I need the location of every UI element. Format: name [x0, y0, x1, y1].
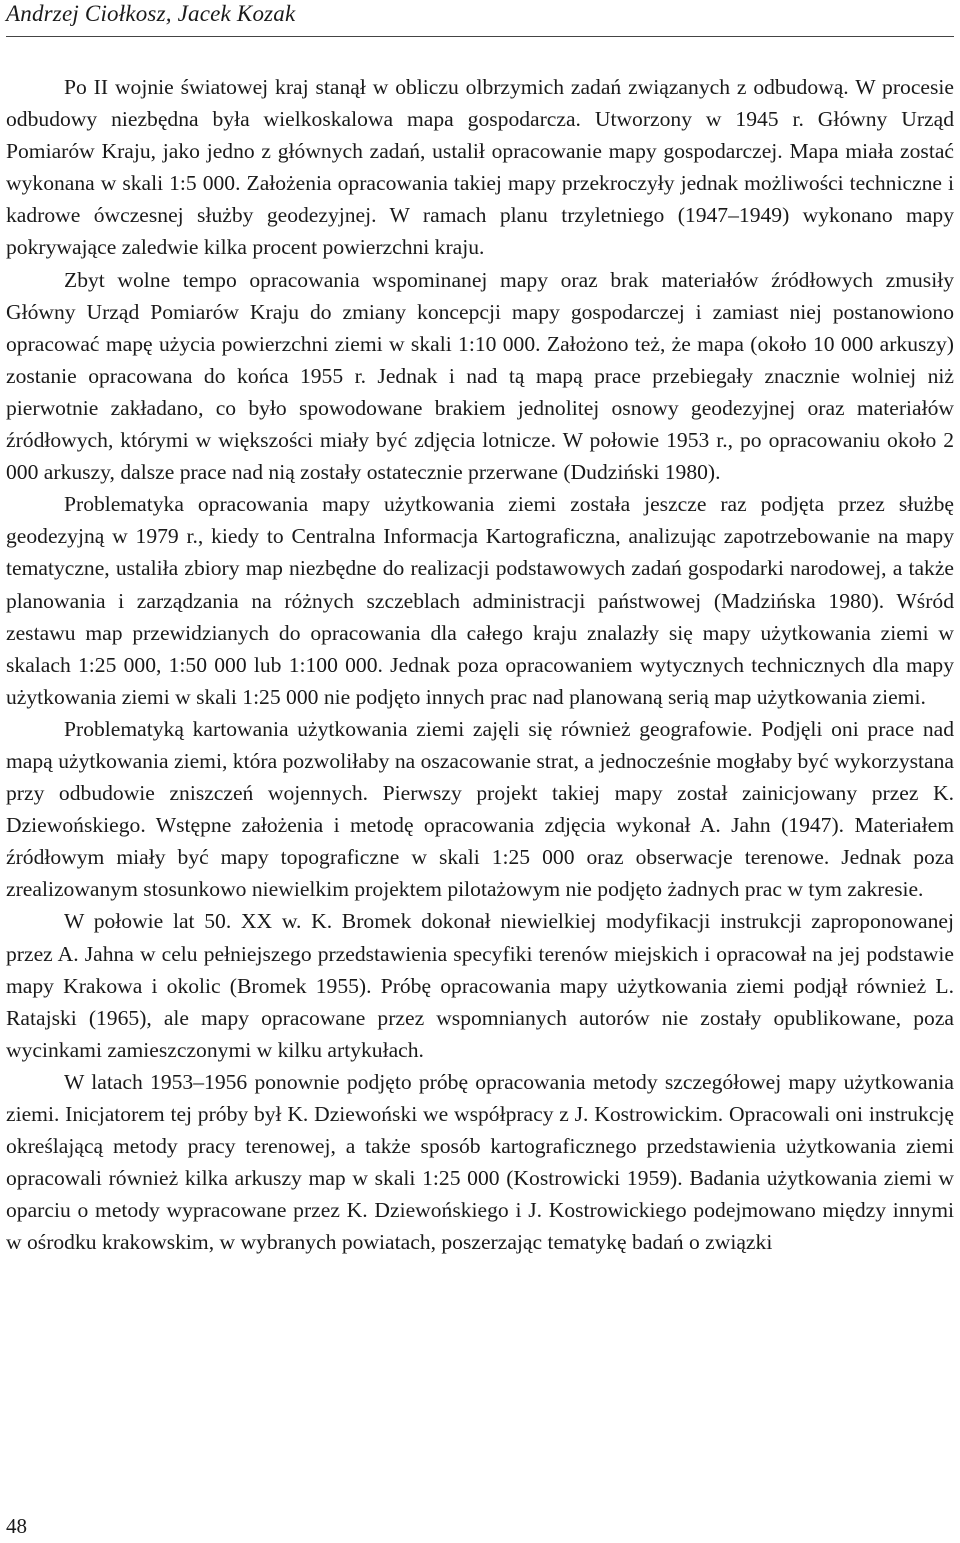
paragraph: Po II wojnie światowej kraj stanął w obliczu olbrzymich zadań związanych z odbudową. W procesie odbudowy niezbędna była wielkoskalowa mapa gospodarcza. Utworzony w 1945 r. Główny Urząd Pomiarów Kraju, jako jedno z głównych zadań, ustalił opracowanie mapy gospodarczej. Mapa miała zostać wykonana w skali 1:5 000. Założenia opracowania takiej mapy przekroczyły jednak możliwości techniczne i kadrowe ówczesnej służby geodezyjnej. W ramach planu trzyletniego (1947–1949) wykonano mapy pokrywające zaledwie kilka procent powierzchni kraju.	[6, 75, 954, 260]
paragraph: W połowie lat 50. XX w. K. Bromek dokonał niewielkiej modyfikacji instrukcji zaproponowanej przez A. Jahna w celu pełniejszego przedstawienia specyfiki terenów miejskich i opracował na jej podstawie mapy Krakowa i okolic (Bromek 1955). Próbę opracowania mapy użytkowania ziemi podjął również L. Ratajski (1965), ale mapy opracowane przez wspomnianych autorów nie zostały opublikowane, poza wycinkami zamieszczonymi w kilku artykułach.	[6, 909, 954, 1062]
header-divider	[6, 36, 954, 37]
paragraph: Problematyką kartowania użytkowania ziemi zajęli się również geografowie. Podjęli oni prace nad mapą użytkowania ziemi, która pozwoliłaby na oszacowanie strat, a jednocześnie mogłaby być wykorzystana przy odbudowie zniszczeń wojennych. Pierwszy projekt takiej mapy został zainicjowany przez K. Dziewońskiego. Wstępne założenia i metodę opracowania zdjęcia wykonał A. Jahn (1947). Materiałem źródłowym miały być mapy topograficzne w skali 1:25 000 oraz obserwacje terenowe. Jednak poza zrealizowanym stosunkowo niewielkim projektem pilotażowym nie podjęto żadnych prac w tym zakresie.	[6, 716, 954, 902]
running-head-authors: Andrzej Ciołkosz, Jacek Kozak	[6, 1, 296, 26]
body-text	[6, 71, 954, 1258]
paragraph: Zbyt wolne tempo opracowania wspominanej mapy oraz brak materiałów źródłowych zmusiły Główny Urząd Pomiarów Kraju do zmiany koncepcji mapy gospodarczej i zamiast niej postanowiono opracować mapę użycia powierzchni ziemi w skali 1:10 000. Założono też, że mapa (około 10 000 arkuszy) zostanie opracowana do końca 1955 r. Jednak i nad tą mapą prace przebiegały znacznie wolniej niż pierwotnie zakładano, co było spowodowane brakiem jednolitej osnowy geodezyjnej oraz materiałów źródłowych, którymi w większości miały być zdjęcia lotnicze. W połowie 1953 r., po opracowaniu około 2 000 arkuszy, dalsze prace nad nią zostały ostatecznie przerwane (Dudziński 1980).	[6, 267, 954, 485]
paragraph: Problematyka opracowania mapy użytkowania ziemi została jeszcze raz podjęta przez służbę geodezyjną w 1979 r., kiedy to Centralna Informacja Kartograficzna, analizując zapotrzebowanie na mapy tematyczne, ustaliła zbiory map niezbędne do realizacji podstawowych zadań gospodarki narodowej, a także planowania i zarządzania na różnych szczeblach administracji państwowej (Madzińska 1980). Wśród zestawu map przewidzianych do opracowania dla całego kraju znalazły się mapy użytkowania ziemi w skalach 1:25 000, 1:50 000 lub 1:100 000. Jednak poza opracowaniem wytycznych technicznych dla mapy użytkowania ziemi w skali 1:25 000 nie podjęto innych prac nad planowaną serią map użytkowania ziemi.	[6, 492, 954, 709]
paragraph: W latach 1953–1956 ponownie podjęto próbę opracowania metody szczegółowej mapy użytkowania ziemi. Inicjatorem tej próby był K. Dziewoński we współpracy z J. Kostrowickim. Opracowali oni instrukcję określającą metody pracy terenowej, a także sposób kartograficznego przedstawienia użytkowania ziemi opracowali również kilka arkuszy map w skali 1:25 000 (Kostrowicki 1959). Badania użytkowania ziemi w oparciu o metody wypracowane przez K. Dziewońskiego i J. Kostrowickiego podejmowano między innymi w ośrodku krakowskim, w wybranych powiatach, poszerzając tematykę badań o związki	[6, 1069, 954, 1255]
page-number: 48	[6, 1514, 27, 1538]
